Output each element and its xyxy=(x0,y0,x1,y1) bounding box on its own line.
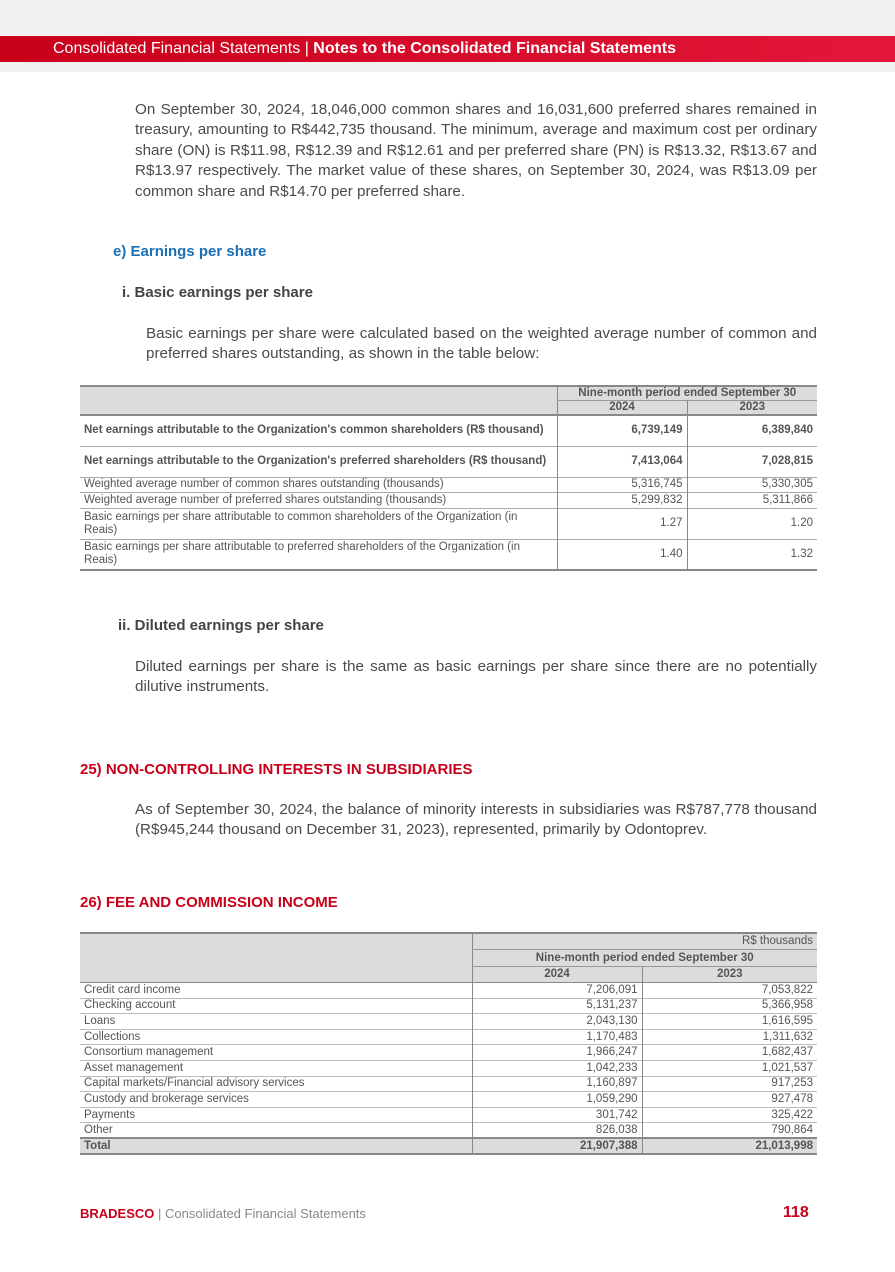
value-2024: 21,907,388 xyxy=(472,1138,642,1154)
fee-row xyxy=(80,1092,817,1108)
value-2023: 927,478 xyxy=(642,1092,817,1108)
fee-row xyxy=(80,1045,817,1061)
row-label: Credit card income xyxy=(80,983,472,999)
value-2023: 1,021,537 xyxy=(642,1060,817,1076)
eps-row xyxy=(80,508,817,539)
value-2023: 1.32 xyxy=(687,539,817,570)
value-2023: 5,330,305 xyxy=(687,477,817,493)
fee-row xyxy=(80,1029,817,1045)
diluted-eps-paragraph: Diluted earnings per share is the same as basic earnings per share since there are no potentially dilutive instruments. xyxy=(135,658,817,696)
section-e-heading: e) Earnings per share xyxy=(113,243,267,260)
fee-row xyxy=(80,1123,817,1139)
fee-unit: R$ thousands xyxy=(472,933,817,950)
value-2024: 1.40 xyxy=(557,539,687,570)
page-number: 118 xyxy=(783,1204,809,1221)
header-left: Consolidated Financial Statements xyxy=(53,40,301,57)
eps-row xyxy=(80,415,817,446)
footer-brand: BRADESCO xyxy=(80,1206,155,1221)
fee-row xyxy=(80,1014,817,1030)
diluted-eps-heading: ii. Diluted earnings per share xyxy=(118,617,324,634)
eps-row xyxy=(80,493,817,509)
row-label: Capital markets/Financial advisory services xyxy=(80,1076,472,1092)
eps-year-2023: 2023 xyxy=(687,401,817,416)
header-right: Notes to the Consolidated Financial Statements xyxy=(313,40,677,57)
eps-row xyxy=(80,446,817,477)
value-2023: 325,422 xyxy=(642,1107,817,1123)
fee-period-header: Nine-month period ended September 30 xyxy=(472,950,817,967)
value-2023: 6,389,840 xyxy=(687,415,817,446)
value-2024: 1,170,483 xyxy=(472,1029,642,1045)
value-2024: 1,059,290 xyxy=(472,1092,642,1108)
value-2024: 301,742 xyxy=(472,1107,642,1123)
footer-separator: | xyxy=(154,1206,166,1221)
fee-row xyxy=(80,1107,817,1123)
value-2024: 5,131,237 xyxy=(472,998,642,1014)
eps-row xyxy=(80,539,817,570)
header-separator: | xyxy=(300,40,314,57)
fee-table xyxy=(80,932,817,1155)
section-26-heading: 26) FEE AND COMMISSION INCOME xyxy=(80,894,338,911)
basic-eps-heading: i. Basic earnings per share xyxy=(122,284,313,301)
row-label: Basic earnings per share attributable to preferred shareholders of the Organization (in Reais) xyxy=(80,539,557,570)
value-2024: 5,316,745 xyxy=(557,477,687,493)
nci-paragraph: As of September 30, 2024, the balance of minority interests in subsidiaries was R$787,778 thousand (R$945,244 thousand on December 31, 2023), represented, primarily by Odontoprev. xyxy=(135,801,817,839)
basic-eps-paragraph: Basic earnings per share were calculated based on the weighted average number of common and preferred shares outstanding, as shown in the table below: xyxy=(146,325,817,363)
value-2023: 790,864 xyxy=(642,1123,817,1139)
row-label: Checking account xyxy=(80,998,472,1014)
row-label: Other xyxy=(80,1123,472,1139)
footer-text: Consolidated Financial Statements xyxy=(165,1206,366,1221)
fee-header-blank xyxy=(80,933,472,983)
value-2024: 1,160,897 xyxy=(472,1076,642,1092)
row-label: Total xyxy=(80,1138,472,1154)
value-2024: 826,038 xyxy=(472,1123,642,1139)
value-2023: 1.20 xyxy=(687,508,817,539)
value-2023: 1,616,595 xyxy=(642,1014,817,1030)
fee-row xyxy=(80,1060,817,1076)
value-2024: 1,966,247 xyxy=(472,1045,642,1061)
row-label: Payments xyxy=(80,1107,472,1123)
value-2023: 21,013,998 xyxy=(642,1138,817,1154)
fee-year-2023: 2023 xyxy=(642,967,817,983)
eps-year-2024: 2024 xyxy=(557,401,687,416)
value-2024: 6,739,149 xyxy=(557,415,687,446)
value-2024: 7,206,091 xyxy=(472,983,642,999)
fee-row xyxy=(80,983,817,999)
row-label: Collections xyxy=(80,1029,472,1045)
value-2023: 1,311,632 xyxy=(642,1029,817,1045)
value-2023: 917,253 xyxy=(642,1076,817,1092)
value-2023: 7,053,822 xyxy=(642,983,817,999)
footer xyxy=(80,1206,366,1221)
value-2024: 2,043,130 xyxy=(472,1014,642,1030)
row-label: Weighted average number of preferred shares outstanding (thousands) xyxy=(80,493,557,509)
row-label: Net earnings attributable to the Organization's common shareholders (R$ thousand) xyxy=(80,415,557,446)
fee-row xyxy=(80,1076,817,1092)
value-2024: 1,042,233 xyxy=(472,1060,642,1076)
header-band xyxy=(0,36,895,62)
row-label: Basic earnings per share attributable to common shareholders of the Organization (in Reais) xyxy=(80,508,557,539)
treasury-paragraph: On September 30, 2024, 18,046,000 common shares and 16,031,600 preferred shares remained in treasury, amounting to R$442,735 thousand. The minimum, average and maximum cost per ordinary share (ON) is R$11.98, R$12.39 and R$12.61 and per preferred share (PN) is R$13.32, R$13.67 and R$13.97 respectively. The market value of these shares, on September 30, 2024, was R$13.09 per common share and R$14.70 per preferred share. xyxy=(135,101,817,200)
value-2024: 5,299,832 xyxy=(557,493,687,509)
value-2024: 7,413,064 xyxy=(557,446,687,477)
row-label: Weighted average number of common shares outstanding (thousands) xyxy=(80,477,557,493)
row-label: Consortium management xyxy=(80,1045,472,1061)
row-label: Asset management xyxy=(80,1060,472,1076)
eps-period-header: Nine-month period ended September 30 xyxy=(557,386,817,401)
fee-year-2024: 2024 xyxy=(472,967,642,983)
value-2023: 5,311,866 xyxy=(687,493,817,509)
value-2023: 5,366,958 xyxy=(642,998,817,1014)
row-label: Custody and brokerage services xyxy=(80,1092,472,1108)
value-2023: 1,682,437 xyxy=(642,1045,817,1061)
fee-total-row xyxy=(80,1138,817,1154)
row-label: Loans xyxy=(80,1014,472,1030)
eps-header-blank xyxy=(80,386,557,415)
value-2023: 7,028,815 xyxy=(687,446,817,477)
value-2024: 1.27 xyxy=(557,508,687,539)
section-25-heading: 25) NON-CONTROLLING INTERESTS IN SUBSIDIARIES xyxy=(80,761,473,778)
eps-row xyxy=(80,477,817,493)
fee-row xyxy=(80,998,817,1014)
eps-table xyxy=(80,385,817,571)
row-label: Net earnings attributable to the Organization's preferred shareholders (R$ thousand) xyxy=(80,446,557,477)
